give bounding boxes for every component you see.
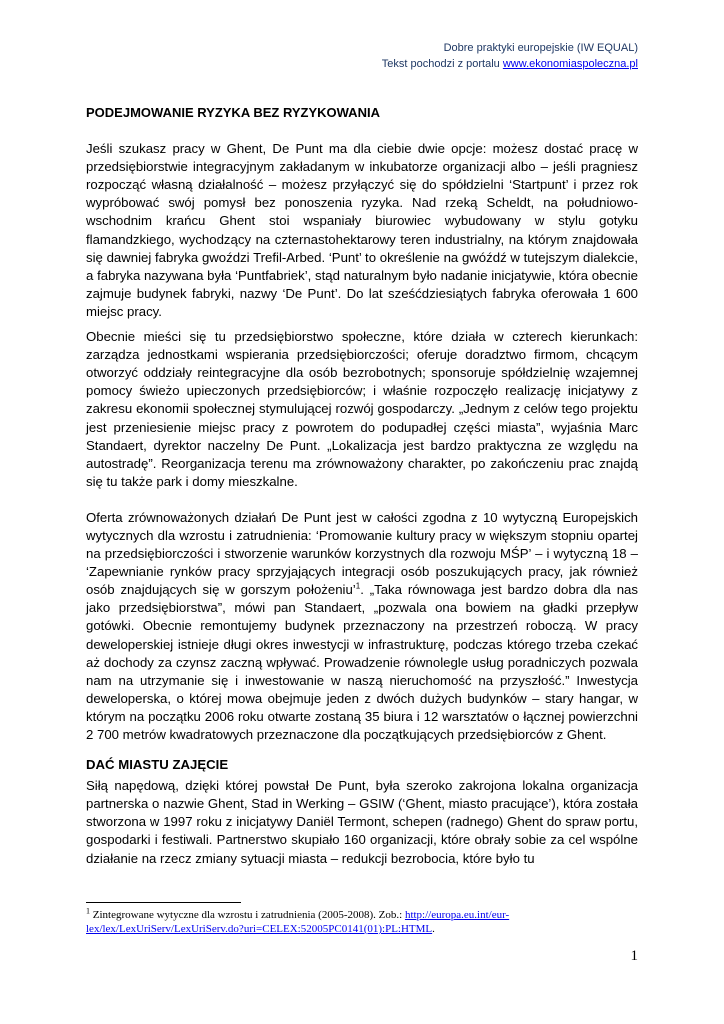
- portal-link[interactable]: www.ekonomiaspoleczna.pl: [502, 58, 638, 70]
- footnote: [86, 908, 638, 936]
- paragraph-3-part-2: . „Taka równowaga jest bardzo dobra dla nas jako przedsiębiorstwa”, mówi pan Standaert, „pozwala ona bowiem na gładki przepływ gotówki. Obecnie remontujemy budynek przeznaczony na przestrzeń roboczą. W pracy deweloperskiej istnieje długi okres inwestycji w infrastrukturę, podczas którego trzeba czekać aż dochody za czynsz zaczną wpływać. Prowadzenie równolegle usług poradniczych pozwala nam na utrzymanie się i inwestowanie w naszą nieruchomość na przyszłość.” Inwestycja deweloperska, o której mowa obejmuje jeden z dwóch dużych budynków – stary hangar, w którym na początku 2006 roku otwarte zostaną 35 biura i 12 warsztatów o łącznej powierzchni 2 700 metrów kwadratowych przeznaczone dla początkujących przedsiębiorców z Ghent.: [86, 582, 638, 742]
- footnote-link[interactable]: http://europa.eu.int/eur-lex/lex/LexUriServ/LexUriServ.do?uri=CELEX:52005PC0141(01):PL:HTML: [86, 909, 510, 935]
- footnote-marker: 1: [86, 906, 90, 916]
- header-portal-prefix: Tekst pochodzi z portalu: [381, 58, 503, 70]
- paragraph-3: [86, 509, 638, 744]
- document-title: PODEJMOWANIE RYZYKA BEZ RYZYKOWANIA: [86, 105, 380, 120]
- paragraph-3-part-1: Oferta zrównoważonych działań De Punt jest w całości zgodna z 10 wytyczną Europejskich wytycznych dla wzrostu i zatrudnienia: ‘Promowanie kultury pracy w większym stopniu opartej na przedsiębiorczości i stworzenie warunków korzystnych dla rozwoju MŚP’ – i wytyczną 18 – ‘Zapewnianie rynków pracy sprzyjających integracji osób poszukujących pracy, jak również osób znajdujących się w gorszym położeniu’: [86, 509, 638, 598]
- footnote-divider: [86, 902, 241, 903]
- header-source-line: Dobre praktyki europejskie (IW EQUAL): [443, 42, 638, 54]
- footnote-text: Zintegrowane wytyczne dla wzrostu i zatrudnienia (2005-2008). Zob.:: [90, 909, 405, 921]
- header-portal-line: [382, 56, 638, 72]
- paragraph-2: Obecnie mieści się tu przedsiębiorstwo społeczne, które działa w czterech kierunkach: zarządza jednostkami wspierania przedsiębiorczości; oferuje doradztwo firmom, chcącym otworzyć oddziały reintegracyjne dla osób bezrobotnych; sponsoruje spółdzielnię wzajemnej pomocy świeżo upieczonych przedsiębiorców; i właśnie rozpoczęło realizację inicjatywy z zakresu ekonomii społecznej stymulującej rozwój gospodarczy. „Jednym z celów tego projektu jest przeniesienie miejsc pracy z powrotem do podupadłej części miasta”, wyjaśnia Marc Standaert, dyrektor naczelny De Punt. „Lokalizacja jest bardzo praktyczna ze względu na autostradę”. Reorganizacja terenu ma zrównoważony charakter, po zakończeniu prac znajdą się tu także park i domy mieszkalne.: [86, 329, 638, 489]
- footnote-reference[interactable]: 1: [355, 581, 361, 591]
- section-heading: DAĆ MIASTU ZAJĘCIE: [86, 757, 229, 773]
- paragraph-4: Siłą napędową, dzięki której powstał De Punt, była szeroko zakrojona lokalna organizacja partnerska o nazwie Ghent, Stad in Werking – GSIW (‘Ghent, miasto pracujące’), która została stworzona w 1997 roku z inicjatywy Daniël Termont, schepen (radnego) Ghent do spraw portu, gospodarki i festiwali. Partnerstwo skupiało 160 organizacji, które obrały sobie za cel wspólne działanie na rzecz zmiany sytuacji miasta – redukcji bezrobocia, które było tu: [86, 778, 638, 866]
- paragraph-1: Jeśli szukasz pracy w Ghent, De Punt ma dla ciebie dwie opcje: możesz dostać pracę w przedsiębiorstwie integracyjnym zakładanym w inkubatorze organizacji albo – jeśli pragniesz rozpocząć własną działalność – możesz przyłączyć się do spółdzielni ‘Startpunt’ i przez rok wypróbować swój pomysł bez ponoszenia ryzyka. Nad rzeką Scheldt, na południowo-wschodnim krańcu Ghent stoi wspaniały biurowiec wybudowany w stylu gotyku flamandzkiego, wychodzący na czternastohektarowy teren industrialny, na którym znajdowała się dawniej fabryka gwoździ Trefil-Arbed. ‘Punt’ to określenie na gwóźdź w tutejszym dialekcie, a fabryka nazywana była ‘Puntfabriek’, stąd naturalnym było nadanie inicjatywie, która obecnie zajmuje budynek fabryki, nazwy ‘De Punt’. Do lat sześćdziesiątych fabryka oferowała 1 600 miejsc pracy.: [86, 141, 638, 319]
- page-header: [382, 40, 638, 72]
- page-number: 1: [630, 948, 638, 964]
- footnote-end: .: [432, 923, 435, 935]
- document-body: [86, 104, 638, 868]
